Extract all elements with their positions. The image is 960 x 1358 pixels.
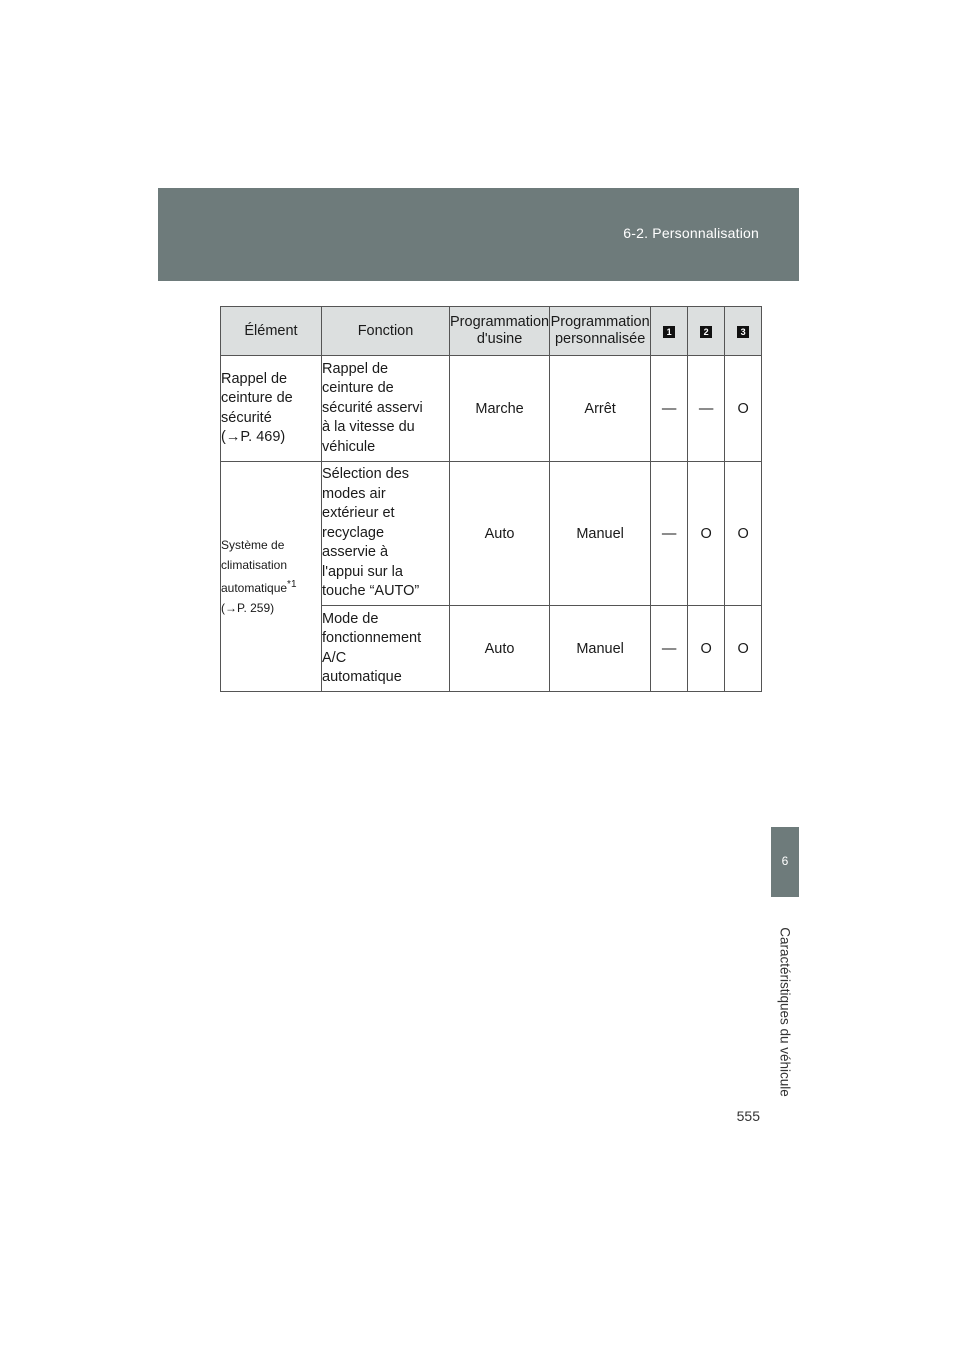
row1-element-line: Rappel de: [221, 370, 288, 387]
row1-function-line: véhicule: [322, 438, 376, 455]
table-row: [221, 356, 762, 462]
row1-custom: Arrêt: [550, 356, 651, 462]
row2-element: [221, 462, 322, 692]
number-1-badge-icon: 1: [663, 326, 675, 338]
row2-function-line: asservie à: [322, 544, 389, 561]
header-factory-setting: [450, 307, 550, 356]
row3-function-line: fonctionnement: [322, 630, 422, 646]
header-custom-setting: [550, 307, 651, 356]
row2-function-line: extérieur et: [322, 505, 395, 522]
row3-function: [322, 606, 450, 692]
row3-function-line: automatique: [322, 669, 402, 685]
header-element: Élément: [221, 307, 322, 356]
row2-function: [322, 462, 450, 606]
chapter-tab: [771, 827, 799, 897]
row1-element: [221, 356, 322, 462]
page-number: 555: [736, 1108, 760, 1124]
row2-function-line: l'appui sur la: [322, 563, 403, 580]
row3-function-line: A/C: [322, 649, 347, 666]
row2-element-line: (→P. 259): [221, 601, 275, 615]
header-factory-line1: Programmation: [450, 314, 550, 330]
table-header-row: [221, 307, 762, 356]
row2-col2: O: [688, 462, 725, 606]
row2-col1: —: [651, 462, 688, 606]
row2-element-line: Système de: [221, 538, 285, 552]
row2-factory: Auto: [450, 462, 550, 606]
header-function: Fonction: [322, 307, 450, 356]
row1-function-line: Rappel de: [322, 360, 389, 377]
row2-element-text: automatique: [221, 581, 288, 595]
row3-col2: O: [688, 606, 725, 692]
footnote-marker: *1: [287, 579, 297, 590]
row3-col1: —: [651, 606, 688, 692]
row3-function-line: Mode de: [322, 610, 379, 627]
row2-function-line: recyclage: [322, 524, 385, 541]
row1-element-line: sécurité: [221, 409, 272, 426]
row2-function-line: modes air: [322, 485, 386, 502]
number-2-badge-icon: 2: [700, 326, 712, 338]
header-custom-line2: personnalisée: [554, 331, 646, 347]
row3-custom: Manuel: [550, 606, 651, 692]
row1-function-line: ceinture de: [322, 380, 394, 397]
header-col-1: [651, 307, 688, 356]
row1-col3: O: [725, 356, 762, 462]
chapter-label-text: Caractéristiques du véhicule: [777, 927, 793, 1097]
header-col-2: [688, 307, 725, 356]
table-row: [221, 462, 762, 606]
header-factory-line2: d'usine: [476, 331, 523, 347]
row2-element-line: [221, 575, 321, 598]
row2-element-line: climatisation: [221, 558, 288, 572]
row1-element-line: ceinture de: [221, 390, 293, 406]
header-col-3: [725, 307, 762, 356]
row3-col3: O: [725, 606, 762, 692]
row2-function-line: touche “AUTO”: [322, 583, 420, 600]
row1-factory: Marche: [450, 356, 550, 462]
row1-function-line: à la vitesse du: [322, 419, 415, 436]
chapter-number: 6: [781, 854, 789, 868]
row1-col1: —: [651, 356, 688, 462]
section-title: 6-2. Personnalisation: [623, 225, 759, 241]
row3-factory: Auto: [450, 606, 550, 692]
header-band: [158, 188, 799, 281]
row1-function-line: sécurité asservi: [322, 399, 423, 416]
row2-custom: Manuel: [550, 462, 651, 606]
row1-col2: —: [688, 356, 725, 462]
customization-table: [220, 306, 762, 692]
row1-element-line: (→P. 469): [221, 429, 286, 445]
row2-col3: O: [725, 462, 762, 606]
row1-function: [322, 356, 450, 462]
row2-function-line: Sélection des: [322, 466, 410, 483]
number-3-badge-icon: 3: [737, 326, 749, 338]
header-custom-line1: Programmation: [550, 314, 650, 330]
